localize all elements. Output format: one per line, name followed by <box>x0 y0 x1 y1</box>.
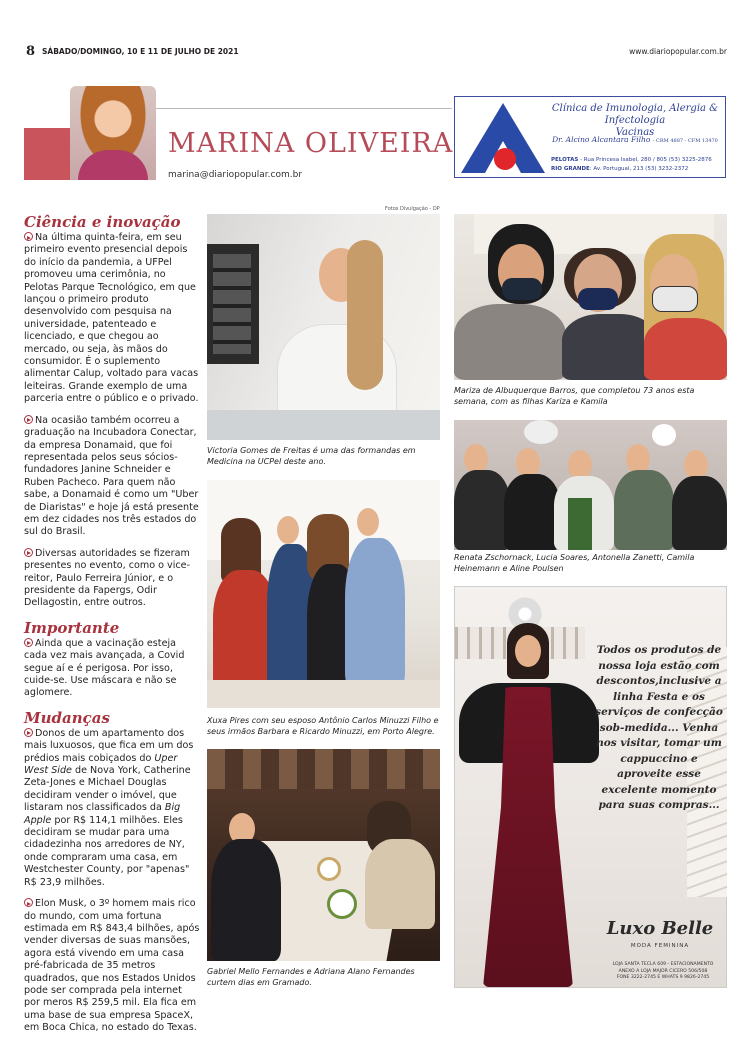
photo-mariza <box>454 214 727 380</box>
luxo-belle-ad-text: Todos os produtos de nossa loja estão com descontos,inclusive a linha Festa e os serviços de confecção sob-medida... Venha nos visitar, tomar um cappuccino e aproveite esse excelente momento para suas compras... <box>595 644 723 811</box>
paragraph-2: Na ocasião também ocorreu a graduação na Incubadora Conectar, da empresa Donamaid, que foi representada pelos seus sócios-fundadores Janine Schneider e Ruben Pacheco. Para quem não sabe, a Donamaid é como um "Uber de Diaristas" e hoje já está presente em dez cidades nos três estados do sul do Brasil. <box>24 414 199 538</box>
clinic-subtitle: Vacinas <box>615 127 655 138</box>
photo-renata-group <box>454 420 727 550</box>
caption-5: Renata Zschornack, Lucia Soares, Antonella Zanetti, Camila Heinemann e Aline Poulsen <box>454 553 695 573</box>
caption-2: Xuxa Pires com seu esposo Antônio Carlos Minuzzi Filho e seus irmãos Barbara e Ricardo Minuzzi, em Porto Alegre. <box>207 716 439 736</box>
arrow-bullet-icon <box>24 232 33 241</box>
photo-gramado <box>207 749 440 961</box>
section-heading-importante: Importante <box>24 618 120 637</box>
caption-3: Gabriel Mello Fernandes e Adriana Alano Fernandes curtem dias em Gramado. <box>207 967 415 987</box>
columnist-name: MARINA OLIVEIRA <box>168 128 454 159</box>
arrow-bullet-icon <box>24 548 33 557</box>
caption-1: Victoria Gomes de Freitas é uma das formandas em Medicina na UCPel deste ano. <box>207 446 416 466</box>
luxo-belle-subtitle: MODA FEMININA <box>630 943 690 949</box>
arrow-bullet-icon <box>24 638 33 647</box>
paragraph-5: Donos de um apartamento dos mais luxuosos, que fica em um dos prédios mais cobiçados do Uper West Side de Nova York, Catherine Zeta-Jones e Michael Douglas decidiram vender o imóvel, que listaram nos classificados da Big Apple por R$ 114,1 milhões. Eles decidiram se mudar para uma cidadezinha nos arredores de NY, onde compraram uma casa, em Westchester County, por "apenas" R$ 23,9 milhões. <box>24 727 194 888</box>
paragraph-3: Diversas autoridades se fizeram presentes no evento, como o vice-reitor, Paulo Ferreira Júnior, e o presidente da Fapergs, Odir Dellagostin, entre outros. <box>24 547 191 609</box>
arrow-bullet-icon <box>24 415 33 424</box>
photo-victoria <box>207 214 440 440</box>
clinic-city-2: RIO GRANDE <box>551 166 590 172</box>
clinic-city-1: PELOTAS <box>551 157 579 163</box>
luxo-belle-address-2: ANEXO A LOJA MAJOR CICERO 506/508 <box>618 968 708 974</box>
caption-4: Mariza de Albuquerque Barros, que completou 73 anos esta semana, com as filhas Kariza e Kamila <box>454 386 695 406</box>
photo-xuxa-pires <box>207 480 440 708</box>
column-text <box>24 213 200 1043</box>
photo-credit: Fotos Divulgação - DP <box>385 206 440 212</box>
clinic-address-2: : Av. Portugual, 213 (53) 3232-2372 <box>589 166 689 172</box>
header-rule <box>156 108 452 109</box>
clinic-address-1: - Rua Princesa Isabel, 280 / 805 (53) 3225-2876 <box>578 157 712 163</box>
columnist-portrait <box>70 86 156 180</box>
site-url[interactable]: www.diariopopular.com.br <box>629 47 727 56</box>
paragraph-4: Ainda que a vacinação esteja cada vez mais avançada, a Covid segue aí e é perigosa. Por isso, cuide-se. Use máscara e não se aglomere. <box>24 637 185 699</box>
clinic-ad[interactable] <box>454 96 726 178</box>
section-heading-ciencia: Ciência e inovação <box>24 213 181 231</box>
paragraph-1: Na última quinta-feira, em seu primeiro evento presencial depois do início da pandemia, a UFPel promoveu uma cerimônia, no Pelotas Parque Tecnológico, em que lançou o primeiro produto desenvolvido com pesquisa na universidade, patenteado e licenciado, e que chegou ao mercado, ou seja, às mãos do consumidor. É o suplemento alimentar Calup, voltado para vacas leiteiras. Grande exemplo de uma parceria entre o público e o privado. <box>24 232 199 405</box>
arrow-bullet-icon <box>24 898 33 907</box>
clinic-doctor: Dr. Alcino Alcantara Filho <box>552 135 651 144</box>
luxo-belle-address <box>600 962 726 982</box>
clinic-title: Clínica de Imunologia, Alergia & Infectologia <box>551 103 719 126</box>
clinic-logo-icon <box>459 101 547 175</box>
section-heading-mudancas: Mudanças <box>24 708 110 727</box>
luxo-belle-address-1: LOJA SANTA TECLA 609 - ESTACIONAMENTO <box>612 962 714 967</box>
columnist-email[interactable]: marina@diariopopular.com.br <box>168 170 303 180</box>
luxo-belle-logo: Luxo Belle <box>606 918 714 939</box>
page-number: 8 <box>26 44 36 59</box>
clinic-crm: - CRM 4887 - CFM 13470 <box>652 138 718 144</box>
paragraph-6: Elon Musk, o 3º homem mais rico do mundo, com uma fortuna estimada em R$ 843,4 bilhões, após vender diversas de suas mansões, agora está vivendo em uma casa pré-fabricada de 35 metros quadrados, que nos Estados Unidos pode ser comprada pela internet por meros R$ 259,5 mil. Ela fica em uma base de sua empresa SpaceX, em Boca Chica, no estado do Texas. <box>24 898 200 1034</box>
arrow-bullet-icon <box>24 728 33 737</box>
edition-date: SÁBADO/DOMINGO, 10 E 11 DE JULHO DE 2021 <box>42 47 239 56</box>
luxo-belle-address-3: FONE 3222-2745 E WHATS 9 9826-2745 <box>616 975 710 980</box>
page-header <box>22 44 727 60</box>
